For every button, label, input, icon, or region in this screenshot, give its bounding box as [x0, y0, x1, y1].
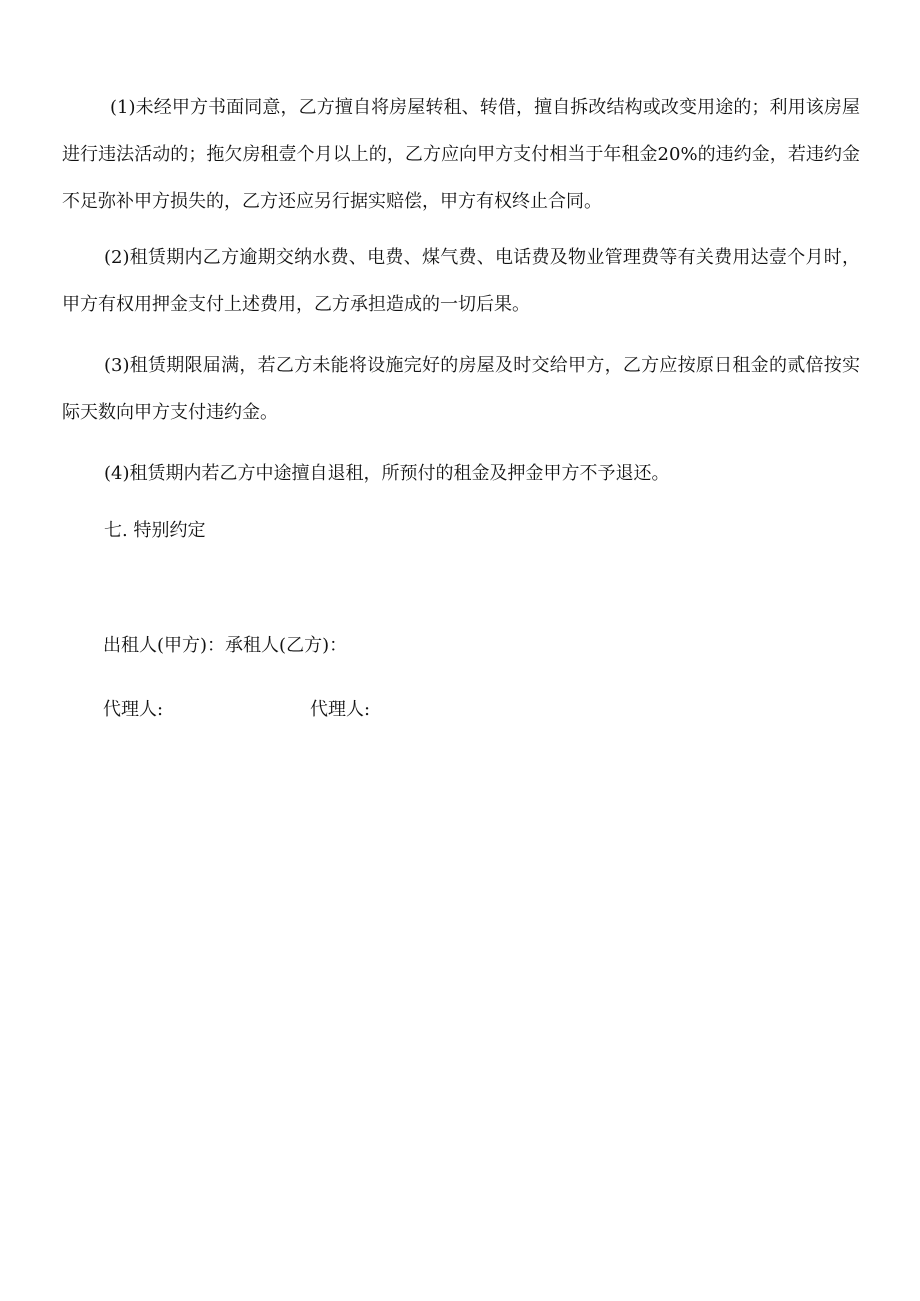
clause-2: (2)租赁期内乙方逾期交纳水费、电费、煤气费、电话费及物业管理费等有关费用达壹个月时，甲方有权用押金支付上述费用，乙方承担造成的一切后果。	[62, 247, 860, 315]
clause-4: (4)租赁期内若乙方中途擅自退租，所预付的租金及押金甲方不予退还。	[104, 463, 670, 484]
signature-parties-line: 出租人(甲方)：承租人(乙方)：	[103, 635, 348, 656]
clause-3: (3)租赁期限届满，若乙方未能将设施完好的房屋及时交给甲方，乙方应按原日租金的贰倍按实际天数向甲方支付违约金。	[62, 355, 860, 423]
section-heading-special-terms: 七. 特别约定	[104, 520, 206, 541]
agent-label-party-b: 代理人:	[310, 699, 371, 720]
clause-1: (1)未经甲方书面同意，乙方擅自将房屋转租、转借，擅自拆改结构或改变用途的；利用该房屋进行违法活动的；拖欠房租壹个月以上的，乙方应向甲方支付相当于年租金20%的违约金，若违约金不足弥补甲方损失的，乙方还应另行据实赔偿，甲方有权终止合同。	[62, 97, 860, 212]
agent-label-party-a: 代理人:	[103, 699, 164, 720]
